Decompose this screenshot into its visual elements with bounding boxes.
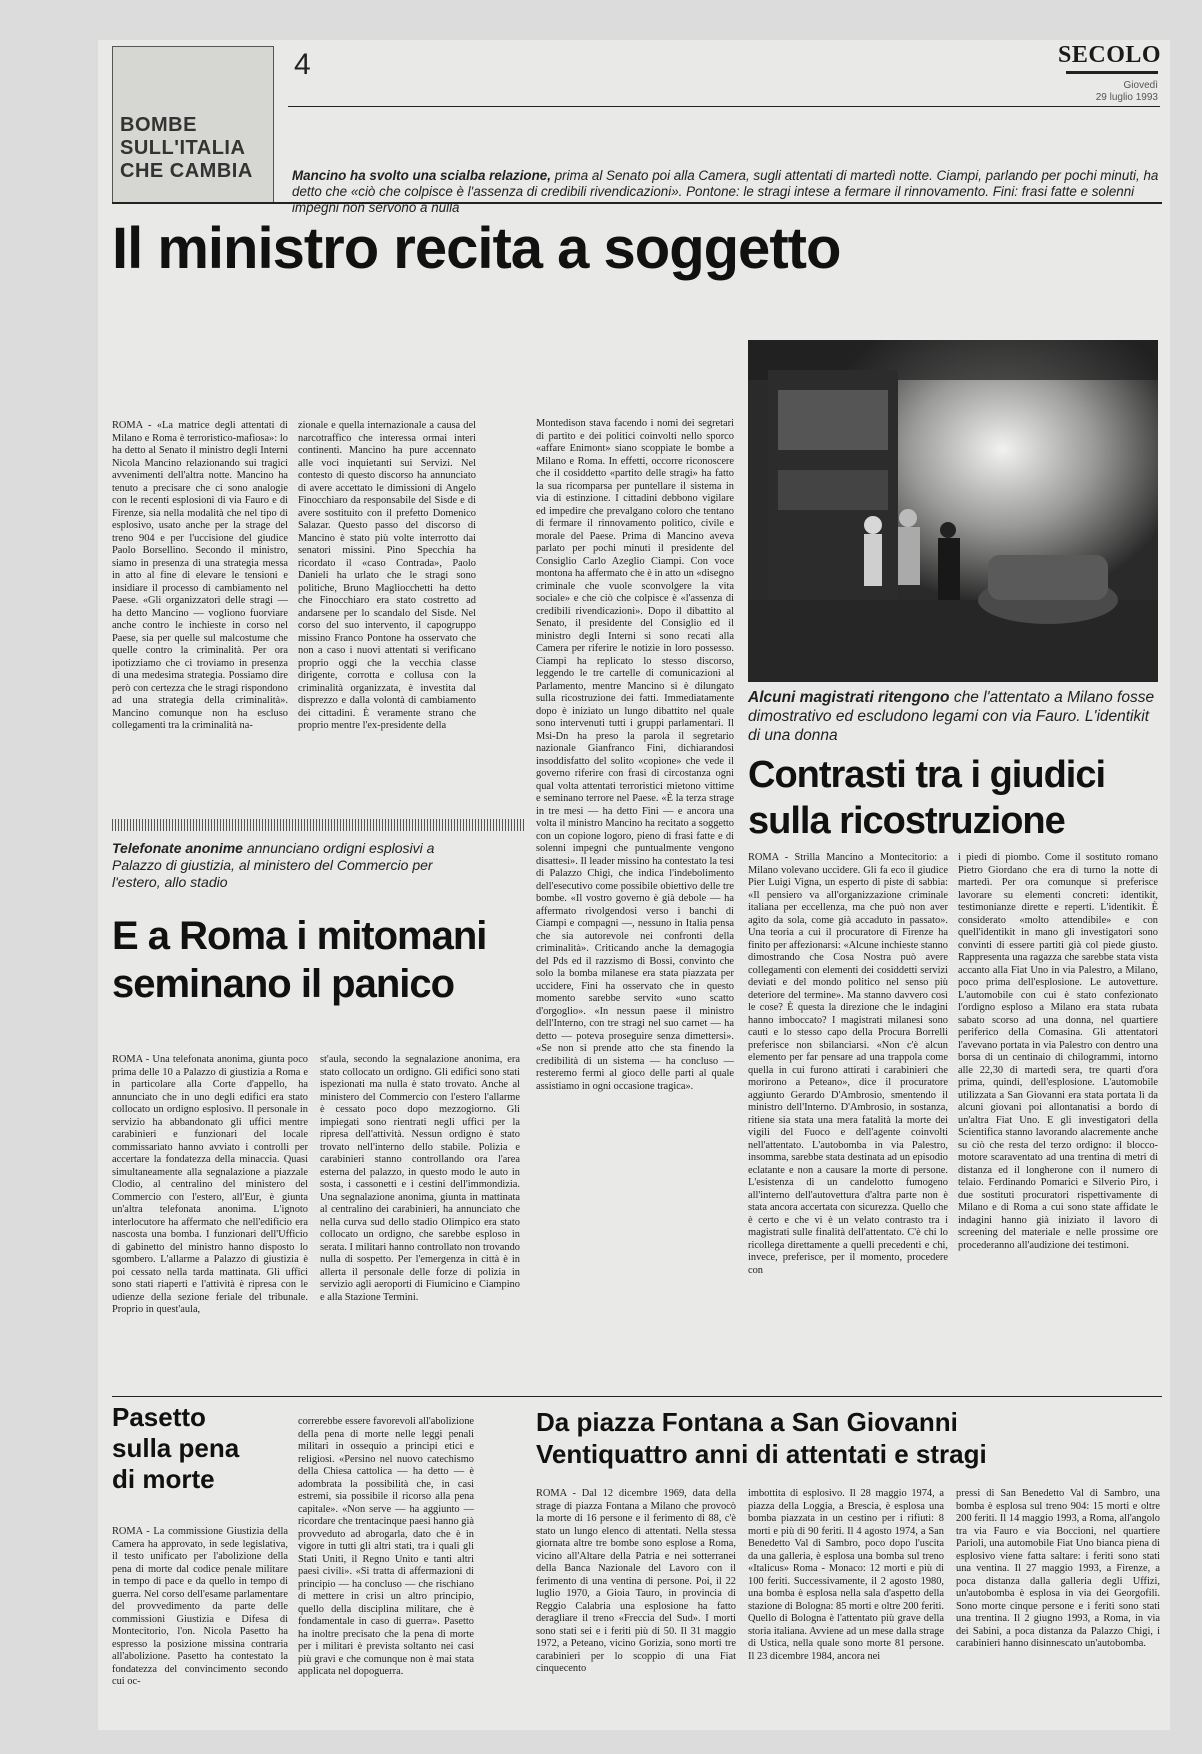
pasetto-column-1: ROMA - La commissione Giustizia della Camera ha approvato, in sede legislativa, il testo unificato per l'abolizione della pena di morte dal codice penale militare in tempo di pace e da quello in tempo di guerra. Nel corso dell'esame parlamentare del provvedimento da parte delle commissioni Giustizia e Difesa di Montecitorio, l'on. Nicola Pasetto ha espresso la posizione missina contraria all'abolizione. Pasetto ha contestato la fondatezza del convincimento secondo cui oc- [112,1526,288,1687]
page-number: 4 [294,48,311,81]
roma-kicker-text: annunciano ordigni esplosivi a Palazzo di giustizia, al ministero del Commercio per l'estero, allo stadio [112,840,435,890]
masthead: SECOLO [1058,42,1162,68]
lead-kicker [292,168,1162,216]
pasetto-column-2: correrebbe essere favorevoli all'abolizione della pena di morte nelle leggi penali militari in ossequio a principi etici e religiosi. «Persino nel nuovo catechismo della Chiesa cattolica — ha detto — è adombrata la possibilità che, in casi estremi, sia possibile il ricorso alla pena capitale». «Non serve — ha aggiunto — ricordare che trentacinque paesi hanno già provveduto ad abrogarla, dato che è in vigore in tutti gli altri stati, tra i quali gli Stati Uniti, il Regno Unito e tanti altri paesi civili». «Si tratta di affermazioni di principio — ha concluso — che rischiano di mettere in crisi un altro principio, quello della disciplina militare, che è fondamentale in caso di guerra». Pasetto ha inoltre precisato che la pena di morte per i militari è prevista soltanto nei casi più gravi e che comunque non è mai stata applicata nel dopoguerra. [298,1416,474,1677]
roma-kicker-bold: Telefonate anonime [112,840,243,856]
stragi-column-3: pressi di San Benedetto Val di Sambro, una bomba è esplosa sul treno 904: 15 morti e oltre 200 feriti. Il 14 maggio 1993, a Roma, all'angolo tra via Fauro e via Boccioni, nel quartiere Parioli, una automobile Fiat Uno bianca piena di esplosivo viene fatta saltare: i feriti sono stati una ventina. Il 27 maggio 1993, a Firenze, a poca distanza dalla galleria degli Uffizi, un'autobomba è esplosa in via dei Georgofili. Sono morte cinque persone e i feriti sono stati una trentina. Il 2 giugno 1993, a Roma, in via dei Sabini, a poca distanza da Palazzo Chigi, i carabinieri hanno disinnescato un'autobomba. [956,1488,1160,1649]
giudici-headline-line2: sulla ricostruzione [748,800,1065,842]
roma-column-1: ROMA - Una telefonata anonima, giunta poco prima delle 10 a Palazzo di giustizia a Roma e in particolare alla Corte d'appello, ha annunciato che in uno degli edifici era stato collocato un ordigno esplosivo. Il personale in servizio ha abbandonato gli uffici mentre carabinieri e funzionari del locale commissariato hanno avviato i controlli per accertare la fondatezza della minaccia. Quasi simultaneamente alla segnalazione a piazzale Clodio, al centralino del ministero del Commercio con l'estero, all'Eur, è giunta un'altra telefonata anonima. L'ignoto interlocutore ha affermato che nell'edificio era nascosta una bomba. I funzionari dell'Ufficio di gabinetto del ministro hanno disposto lo sgombero. L'allarme a Palazzo di giustizia è poi cessato nella tarda mattinata. Gli uffici sono stati riaperti e l'attività è ripresa con le udienze della sezione feriale del tribunale. Proprio in quest'aula, [112,1054,308,1315]
photo-caption [748,688,1158,745]
stragi-column-2: imbottita di esplosivo. Il 28 maggio 1974, a piazza della Loggia, a Brescia, è esplosa una bomba piazzata in un cestino per i rifiuti: 8 morti e più di 90 feriti. Il 4 agosto 1974, a San Benedetto Val di Sambro, poco dopo l'uscita da una galleria, è esplosa una bomba sul treno «Italicus» Roma - Monaco: 12 morti e più di 100 feriti. Successivamente, il 2 agosto 1980, una bomba è esplosa nella sala d'aspetto della stazione di Bologna: 85 morti e oltre 200 feriti. Quello di Bologna è l'attentato più grave della storia italiana. Avviene ad un mese dalla strage di Ustica, nella quale sono morte 81 persone. Il 23 dicembre 1984, ancora nei [748,1488,944,1662]
header-rule [288,106,1160,107]
issue-weekday: Giovedì [1123,80,1158,91]
giudici-headline-line1: Contrasti tra i giudici [748,754,1106,796]
roma-headline-line1: E a Roma i mitomani [112,914,487,958]
pasetto-headline [112,1402,292,1495]
pasetto-headline-line1: Pasetto [112,1402,206,1432]
roma-kicker [112,840,472,891]
pasetto-headline-line3: di morte [112,1464,215,1494]
section-tag: BOMBE SULL'ITALIA CHE CAMBIA [120,114,253,182]
stragi-column-1: ROMA - Dal 12 dicembre 1969, data della strage di piazza Fontana a Milano che provocò la morte di 16 persone e il ferimento di 88, c'è stato un lungo elenco di attentati. Nella stessa giornata altre tre bombe sono esplose a Roma, vicino all'Altare della Patria e nei sotterranei della Banca Nazionale del Lavoro con il ferimento di una ventina di persone. Poi, il 22 luglio 1970, a Gioia Tauro, in provincia di Reggio Calabria una esplosione ha fatto deragliare il treno «Freccia del Sud». I morti sono stati sei e i feriti più di 50. Il 31 maggio 1972, a Peteano, vicino Gorizia, sono morti tre carabinieri per lo scoppio di una Fiat cinquecento [536,1488,736,1674]
stragi-headline-line2: Ventiquattro anni di attentati e stragi [536,1439,987,1469]
giudici-column-2: i piedi di piombo. Come il sostituto romano Pietro Giordano che era di turno la notte di martedì. Per ora comunque si preferisce lavorare su elementi concreti: identikit, testimonianze dirette e reperti. L'identikit. È considerato «molto attendibile» e con quell'identikit in mano gli investigatori sono convinti di essere partiti già col piede giusto. Rappresenta una ragazza che sarebbe stata vista accanto alla Fiat Uno in via Palestro, a Milano, poco prima dell'esplosione. Le autovetture. L'automobile con cui è stato confezionato l'ordigno esploso a Milano era stata rubata sabato scorso ad una donna, nel quartiere periferico della Comasina. Gli attentatori l'avevano portata in via Palestro con dentro una borsa di un centinaio di chilogrammi, intorno alle 22,30 di martedì sera, tre quarti d'ora prima, quindi, dell'esplosione. L'automobile utilizzata a San Giovanni era stata portata lì da alcuni giovani poi allontanatisi a bordo di un'altra Fiat Uno. E gli investigatori della Scientifica stanno lavorando alacremente anche su ciò che resta del terzo ordigno: il blocco-motore scaraventato ad una trentina di metri di distanza ed il longherone con il numero di telaio. Ferdinando Pomarici e Silverio Piro, i due sostituti procuratori rispettivamente di Milano e di Roma a cui sono state affidate le indagini hanno già iniziato il lavoro di screening del materiale e nelle prossime ore procederanno all'audizione dei testimoni. [958,852,1158,1251]
issue-date: 29 luglio 1993 [1095,92,1158,103]
stragi-headline-line1: Da piazza Fontana a San Giovanni [536,1407,958,1437]
photo-caption-text: che l'attentato a Milano fosse dimostrativo ed escludono legami con via Fauro. L'identikit di una donna [748,689,1155,744]
newspaper-page [98,40,1170,1730]
roma-column-2: st'aula, secondo la segnalazione anonima, era stato collocato un ordigno. Gli edifici sono stati ispezionati ma nulla è stato trovato. Anche al ministero del Commercio con l'estero l'allarme è cessato poco dopo mezzogiorno. Gli impiegati sono rientrati negli uffici per la ripresa dell'attività. Nessun ordigno è stato trovato nell'interno dello stabile. Polizia e carabinieri stanno controllando ora l'area esterna del palazzo, in questo modo le auto in sosta, i cassonetti e i cestini dell'immondizia. Una segnalazione anonima, giunta in mattinata al centralino dei carabinieri, ha annunciato che nella curva sud dello stadio Olimpico era stato collocato un ordigno, che sarebbe esploso in serata. I militari hanno controllato non trovando nulla di sospetto. Per l'emergenza in città è in allerta il personale delle forze di polizia in servizio agli aeroporti di Fiumicino e Ciampino e alla Stazione Termini. [320,1054,520,1303]
lead-kicker-text: prima al Senato poi alla Camera, sugli attentati di martedì notte. Ciampi, parlando per pochi minuti, ha detto che «ciò che colpisce è l'assenza di credibili rivendicazioni». Pontone: le stragi intese a fermare il rinnovamento. Fini: frasi fatte e solenni impegni non servono a nulla [292,168,1159,215]
bomb-scene-photo [748,340,1158,682]
masthead-underline [1066,71,1158,74]
lead-column-1: ROMA - «La matrice degli attentati di Milano e Roma è terroristico-mafiosa»: lo ha detto al Senato il ministro degli Interni Nicola Mancino relazionando sui tragici avvenimenti dell'altra notte. Mancino ha tenuto a precisare che ci sono analogie con le recenti esplosioni di via Fauro e di Firenze, sia nella modalità che nel tipo di esplosivo, usato anche per la strage del treno 904 e per l'uccisione del giudice Paolo Borsellino. Secondo il ministro, siamo in presenza di una strategia messa in atto al fine di elevare le tensioni e insidiare il processo di cambiamento nel Paese. «Gli organizzatori delle stragi — ha detto Mancino — vogliono fuorviare anche contro le inchieste in corso nel Paese, sia per quelle sul malcostume che quelle contro la criminalità. Per ora ipotizziamo che ci troviamo in presenza di una medesima strategia. Possiamo dire però con certezza che le stragi rispondono ad una strategia della criminalità». Mancino comunque non ha escluso collegamenti tra la criminalità na- [112,420,288,731]
bottom-section-rule [112,1396,1162,1397]
lead-kicker-bold: Mancino ha svolto una scialba relazione, [292,168,551,183]
roma-headline-line2: seminano il panico [112,962,455,1006]
pasetto-headline-line2: sulla pena [112,1433,240,1463]
giudici-column-1: ROMA - Strilla Mancino a Montecitorio: a Milano volevano uccidere. Gli fa eco il giudice Pier Luigi Vigna, un esperto di piste di sabbia: «Il pensiero va all'organizzazione criminale italiana per eccellenza, ma che può non aver agito da sola, come già accaduto in passato». Una teoria a cui il procuratore di Firenze ha finito per affezionarsi: «Alcune inchieste stanno dimostrando che Cosa Nostra può avere collegamenti con elementi dei cosiddetti servizi deviati e del mondo politico nel senso più deteriore del termine». Ma stanno davvero così le cose? È questa la direzione che le indagini hanno imboccato? I magistrati milanesi sono cauti e lo stesso capo della Procura Borrelli preferisce non sbilanciarsi. «Non c'è alcun elemento per far pensare ad una trappola come quella in cui furono attirati i carabinieri che morirono a Peteano», dice il procuratore aggiunto Gerardo D'Ambrosio, smentendo il ministro dell'Interno. D'Ambrosio, in sostanza, ritiene sia stata una mera fatalità la morte dei vigili del Fuoco e dell'agente coinvolti nell'attentato. L'autobomba in via Palestro, insomma, sarebbe stata destinata ad un episodio eclatante e non a causare la morte di persone. L'esistenza di un candelotto fumogeno all'interno dell'autovettura d'altra parte non è stata ancora accertata con sicurezza. Quello che è certo e che vi è un velato contrasto tra i magistrati sulle finalità dell'attentato. C'è chi lo ricollega direttamente a quelli precedenti e chi, invece, preferisce, per il momento, procedere con [748,852,948,1276]
lead-column-3: Montedison stava facendo i nomi dei segretari di partito e dei politici coinvolti nello sporco «affare Enimont» siano scoppiate le bombe a Milano e Roma. In effetti, occorre riconoscere che il cosiddetto «partito delle stragi» ha fatto la sua ricomparsa per puntellare il sistema in via di estinzione. I cittadini debbono vigilare ed impedire che prevalgano coloro che tentano di fermare il rinnovamento politico, civile e morale del Paese. Prima di Mancino aveva parlato per pochi minuti il presidente del Consiglio Carlo Azeglio Ciampi. Con voce montona ha affermato che è in atto un «disegno criminale che vuole sconvolgere la vita sociale» e che ciò che colpisce è «l'assenza di credibili rivendicazioni». Dopo il dibattito al Senato, il presidente del Consiglio ed il ministro degli Interni si sono recati alla Camera per riferire le notizie in loro possesso. Ciampi ha replicato lo stesso discorso, leggendo le tre cartelle di comunicazioni al Parlamento, mentre Mancino si è dilungato sulla ricostruzione dei fatti. Immediatamente dopo è iniziato un lungo dibattito nel quale sono intervenuti tutti i gruppi parlamentari. Il Msi-Dn ha preso la parola il segretario nazionale Gianfranco Fini, dichiarandosi insoddisfatto del solito «copione» che vede il governo riferire con frasi di circostanza ogni qual volta attentati terroristici mietono vittime e seminano terrore nel Paese. «È la terza strage in tre mesi — ha detto Fini — e ancora una volta il ministro Mancino ha recitato a soggetto con un copione logoro, pieno di frasi fatte e di solenni impegni che puntualmente vengono disattesi». Il leader missino ha contestato la tesi di Palazzo Chigi, che indica l'indebolimento dell'esecutivo come possibile obiettivo delle tre bombe. «Il vostro governo è già debole — ha affermato rivolgendosi verso i banchi di Ciampi e compagni —, nessuno in Italia pensa che sia autorevole nei confronti della criminalità». Criticando anche la demagogia del Pds ed il razzismo di Bossi, convinto che solo la bomba milanese era stata piazzata per uccidere, Fini ha osservato che in questo momento sarebbe servito «uno scatto d'orgoglio». «In nessun paese il ministro dell'Interno, con tre stragi nel suo carnet — ha detto — poteva proseguire senza dimettersi». «Se non si prende atto che sta finendo la credibilità di un sistema — ha concluso — resteremo fermi al gioco delle parti al quale assistiamo in ogni occasione tragica». [536,418,734,1092]
photo-caption-bold: Alcuni magistrati ritengono [748,689,950,706]
lead-column-2: zionale e quella internazionale a causa del narcotraffico che interessa ormai interi continenti. Mancino ha pure accennato alle voci inquietanti sui Servizi. Nel contesto di questo discorso ha annunciato di avere accettato le dimissioni di Angelo Finocchiaro da responsabile del Sisde e di avere sostituito con il prefetto Domenico Salazar. Questo passo del discorso di Mancino è stato più volte interrotto dai senatori missini. Pino Specchia ha ricordato il «caso Contrada», Paolo Danieli ha urlato che le stragi sono politiche, Bruno Magliocchetti ha detto che Finocchiaro era stato costretto ad andarsene per lo scandalo del Sisde. Nel corso del suo intervento, il capogruppo missino Franco Pontone ha osservato che non a caso i nuovi attentati si verificano proprio oggi che la vecchia classe dirigente, corrotta e collusa con la criminalità organizzata, è investita dal disprezzo e dalla volontà di cambiamento dei cittadini. È veramente strano che proprio mentre l'ex-presidente della [298,420,476,731]
roma-hatch-divider [112,819,526,831]
photo-illustration [748,340,1158,682]
lead-headline: Il ministro recita a soggetto [112,216,841,281]
